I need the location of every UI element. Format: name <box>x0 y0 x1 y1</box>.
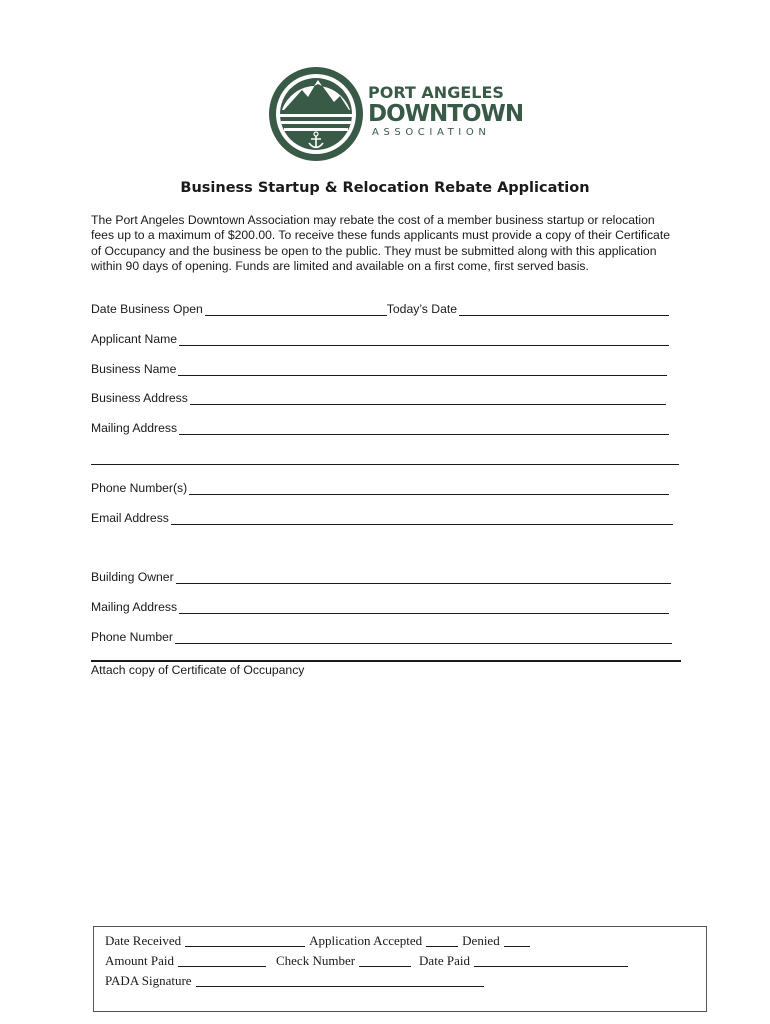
attach-note: Attach copy of Certificate of Occupancy <box>91 663 305 677</box>
phone-numbers-label: Phone Number(s) <box>91 481 188 495</box>
owner-mailing-address-field[interactable] <box>179 601 669 614</box>
logo-line-association: ASSOCIATION <box>372 127 491 138</box>
application-accepted-field[interactable] <box>426 934 458 947</box>
pada-signature-field[interactable] <box>196 974 484 987</box>
logo-emblem-icon <box>268 64 364 164</box>
phone-numbers-row <box>91 481 669 495</box>
date-open-row <box>91 302 669 316</box>
intro-paragraph: The Port Angeles Downtown Association may rebate the cost of a member business startup or relocation fees up to a maximum of $200.00. To receive these funds applicants must provide a copy of their Certificate of Occupancy and the business be open to the public. They must be submitted along with this application within 90 days of opening. Funds are limited and available on a first come, first served basis. <box>91 213 670 273</box>
owner-phone-label: Phone Number <box>91 630 173 644</box>
email-address-label: Email Address <box>91 511 169 525</box>
date-paid-field[interactable] <box>474 954 628 967</box>
email-address-field[interactable] <box>171 512 673 525</box>
amount-paid-label: Amount Paid <box>105 953 174 968</box>
building-owner-field[interactable] <box>176 571 671 584</box>
denied-field[interactable] <box>504 934 530 947</box>
association-logo <box>268 64 524 164</box>
logo-line-downtown: DOWNTOWN <box>368 101 524 127</box>
date-paid-label: Date Paid <box>419 953 470 968</box>
owner-mailing-address-row <box>91 600 669 614</box>
office-row-2 <box>105 953 632 969</box>
office-row-1 <box>105 933 534 949</box>
logo-wordmark <box>368 84 523 140</box>
applicant-name-label: Applicant Name <box>91 332 178 346</box>
check-number-label: Check Number <box>275 953 356 968</box>
mailing-address-label: Mailing Address <box>91 421 178 435</box>
date-received-label: Date Received <box>105 933 182 948</box>
building-owner-row <box>91 570 671 584</box>
owner-phone-row <box>91 630 672 644</box>
business-name-label: Business Name <box>91 362 177 376</box>
business-name-row <box>91 362 667 376</box>
pada-signature-label: PADA Signature <box>105 973 192 988</box>
mailing-address-continuation-line[interactable] <box>91 464 679 465</box>
denied-label: Denied <box>462 933 500 948</box>
mailing-address-field[interactable] <box>179 422 669 435</box>
office-use-box <box>93 926 707 1012</box>
date-open-label: Date Business Open <box>91 302 203 316</box>
date-received-field[interactable] <box>185 934 305 947</box>
business-name-field[interactable] <box>178 363 667 376</box>
page-title: Business Startup & Relocation Rebate Application <box>180 180 590 196</box>
office-row-3 <box>105 973 488 989</box>
business-address-field[interactable] <box>190 392 666 405</box>
section-divider <box>91 660 681 662</box>
check-number-field[interactable] <box>359 954 411 967</box>
logo-line-port-angeles: PORT ANGELES <box>368 83 504 102</box>
business-address-label: Business Address <box>91 391 188 405</box>
building-owner-label: Building Owner <box>91 570 174 584</box>
todays-date-field[interactable] <box>459 303 669 316</box>
business-address-row <box>91 391 666 405</box>
todays-date-label: Today’s Date <box>386 302 458 316</box>
email-address-row <box>91 511 673 525</box>
application-accepted-label: Application Accepted <box>309 933 423 948</box>
mailing-address-row <box>91 421 669 435</box>
applicant-name-row <box>91 332 669 346</box>
owner-phone-field[interactable] <box>175 631 672 644</box>
phone-numbers-field[interactable] <box>189 482 669 495</box>
applicant-name-field[interactable] <box>179 333 669 346</box>
owner-mailing-address-label: Mailing Address <box>91 600 178 614</box>
date-open-field[interactable] <box>205 303 387 316</box>
amount-paid-field[interactable] <box>178 954 266 967</box>
